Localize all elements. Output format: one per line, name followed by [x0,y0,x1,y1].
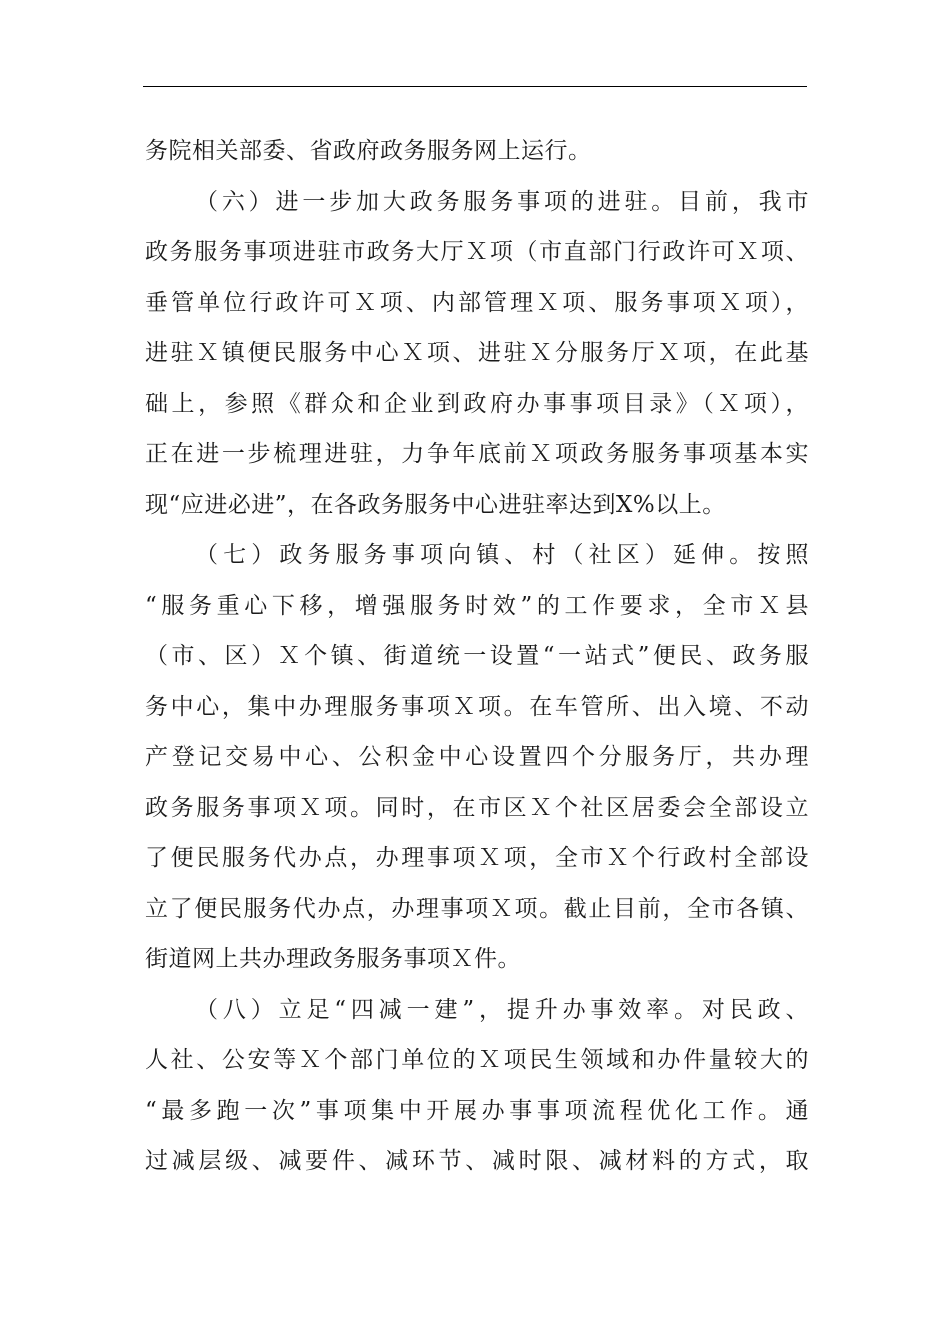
text-line: 垂管单位行政许可Ｘ项、内部管理Ｘ项、服务事项Ｘ项）， [145,289,809,316]
text-line: （八）立足“四减一建”，提升办事效率。对民政、 [195,996,809,1023]
text-line: 础上，参照《群众和企业到政府办事事项目录》（Ｘ项）， [145,390,809,417]
document-body [145,126,809,1187]
text-line: 产登记交易中心、公积金中心设置四个分服务厅，共办理 [145,744,809,770]
text-line: 政务服务事项Ｘ项。同时，在市区Ｘ个社区居委会全部设立 [145,794,809,821]
text-line: （六）进一步加大政务服务事项的进驻。目前，我市 [195,188,809,215]
text-line: “最多跑一次”事项集中开展办事事项流程优化工作。通 [145,1097,809,1124]
text-line: （市、区）Ｘ个镇、街道统一设置“一站式”便民、政务服 [145,643,809,669]
text-line: 立了便民服务代办点，办理事项Ｘ项。截止目前，全市各镇、 [145,895,809,922]
text-line: 了便民服务代办点，办理事项Ｘ项，全市Ｘ个行政村全部设 [145,845,809,871]
text-line: （七）政务服务事项向镇、村（社区）延伸。按照 [195,542,809,568]
text-line: 务院相关部委、省政府政务服务网上运行。 [145,138,592,164]
text-line: 务中心，集中办理服务事项Ｘ项。在车管所、出入境、不动 [145,693,809,720]
header-rule [143,86,807,87]
text-line: 现“应进必进”，在各政务服务中心进驻率达到X%以上。 [145,491,726,518]
text-line: 街道网上共办理政务服务事项Ｘ件。 [145,946,521,972]
text-line: 进驻Ｘ镇便民服务中心Ｘ项、进驻Ｘ分服务厅Ｘ项，在此基 [145,340,809,366]
text-line: 政务服务事项进驻市政务大厅Ｘ项（市直部门行政许可Ｘ项、 [145,239,809,265]
text-line: 人社、公安等Ｘ个部门单位的Ｘ项民生领域和办件量较大的 [145,1047,809,1073]
text-line: 过减层级、减要件、减环节、减时限、减材料的方式，取 [145,1148,809,1174]
text-line: 正在进一步梳理进驻，力争年底前Ｘ项政务服务事项基本实 [145,441,809,467]
text-line: “服务重心下移，增强服务时效”的工作要求，全市Ｘ县 [145,592,809,619]
